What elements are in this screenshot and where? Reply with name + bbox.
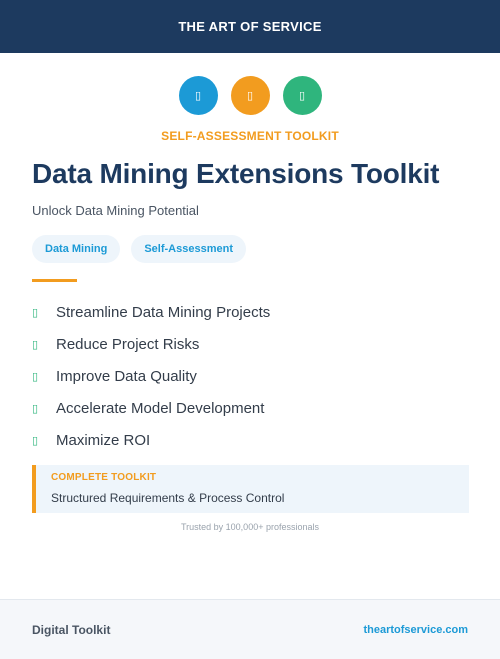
box-icon: ▯ (298, 89, 306, 102)
icon-box-glyph (179, 76, 218, 115)
icon-box-glyph (231, 76, 270, 115)
tag-data-mining: Data Mining (32, 235, 120, 263)
tag-self-assessment: Self-Assessment (131, 235, 246, 263)
accent-divider (32, 279, 77, 282)
toolkit-callout (32, 465, 469, 513)
check-icon: ▯ (32, 433, 39, 447)
check-icon: ▯ (32, 305, 39, 319)
list-item (32, 424, 270, 456)
check-icon: ▯ (32, 369, 39, 383)
callout-text: Structured Requirements & Process Control (51, 491, 285, 505)
benefit-text: Accelerate Model Development (56, 399, 265, 417)
icon-row (0, 76, 500, 115)
check-icon: ▯ (32, 337, 39, 351)
benefit-text: Streamline Data Mining Projects (56, 303, 271, 321)
box-icon: ▯ (246, 89, 254, 102)
tag-list (32, 235, 246, 263)
website-link[interactable]: theartofservice.com (363, 623, 468, 636)
trust-statement: Trusted by 100,000+ professionals (180, 522, 319, 532)
benefit-text: Maximize ROI (56, 431, 151, 449)
benefit-list (32, 296, 270, 456)
box-icon: ▯ (194, 89, 202, 102)
list-item (32, 328, 270, 360)
toolkit-kicker: SELF-ASSESSMENT TOOLKIT (161, 129, 339, 143)
brand-name: THE ART OF SERVICE (178, 19, 322, 34)
list-item (32, 296, 270, 328)
benefit-text: Reduce Project Risks (56, 335, 200, 353)
page-title: Data Mining Extensions Toolkit (32, 158, 440, 189)
page-subtitle: Unlock Data Mining Potential (32, 203, 199, 218)
check-icon: ▯ (32, 401, 39, 415)
benefit-text: Improve Data Quality (56, 367, 197, 385)
icon-box-glyph (283, 76, 322, 115)
callout-label: COMPLETE TOOLKIT (51, 472, 157, 483)
list-item (32, 360, 270, 392)
footer-bar (0, 599, 500, 659)
footer-label: Digital Toolkit (32, 622, 111, 637)
list-item (32, 392, 270, 424)
header-bar (0, 0, 500, 53)
